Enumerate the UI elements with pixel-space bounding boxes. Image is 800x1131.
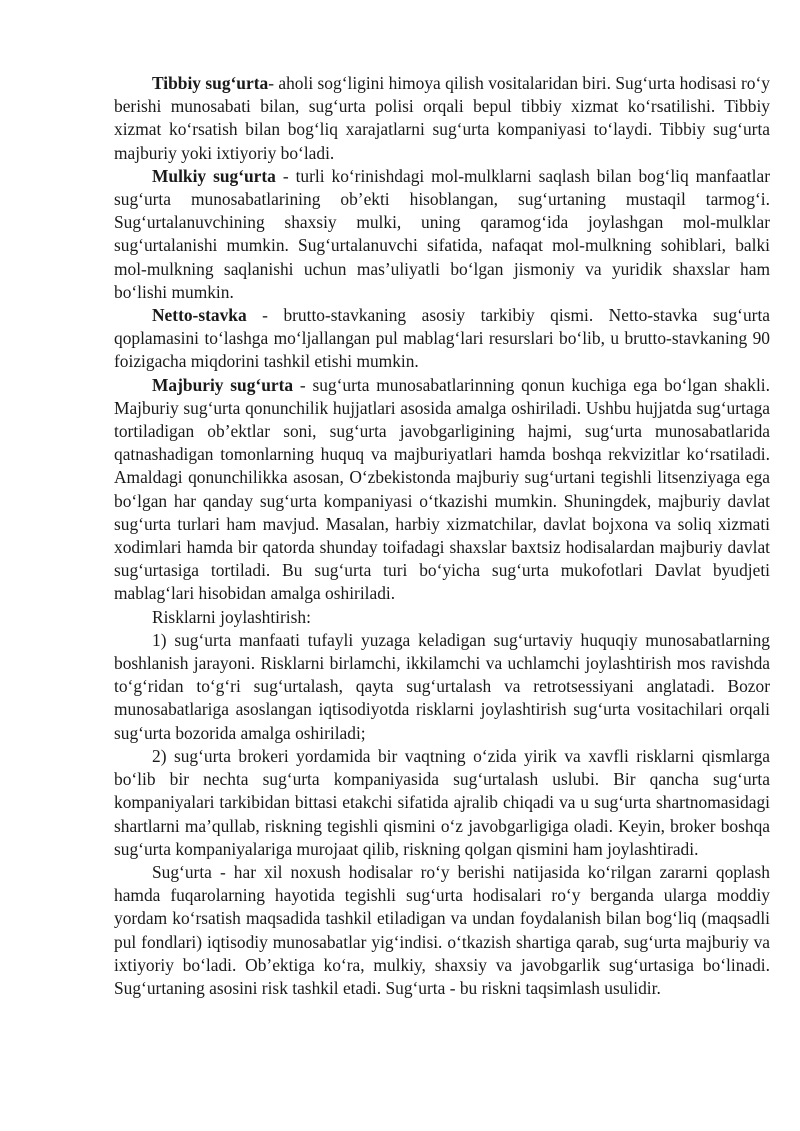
paragraph-text: 2) sug‘urta brokeri yordamida bir vaqtning o‘zida yirik va xavfli risklarni qismlarga bo‘lib bir nechta sug‘urta kompaniyasida sug‘urtalash uslubi. Bir qancha sug‘urta kompaniyalari tarkibidan bittasi etakchi sifatida ajralib chiqadi va u sug‘urta shartnomasidagi shartlarni ma’qullab, riskning tegishli qismini o‘z javobgarligiga oladi. Keyin, broker boshqa sug‘urta kompaniyalariga murojaat qilib, riskning qolgan qismini ham joylashtiradi.: [114, 745, 770, 859]
paragraph-text: - sug‘urta munosabatlarinning qonun kuchiga ega bo‘lgan shakli. Majburiy sug‘urta qonunchilik hujjatlari asosida amalga oshiriladi. Ushbu hujjatda sug‘urtaga tortiladigan ob’ektlar soni, sug‘urta javobgarligining hajmi, sug‘urta munosabatlarida qatnashadigan tomonlarning huquq va majburiyatlari hamda boshqa rekvizitlar ko‘rsatiladi. Amaldagi qonunchilikka asosan, O‘zbekistonda majburiy sug‘urtani tegishli litsenziyaga ega bo‘lgan har qanday sug‘urta kompaniyasi o‘tkazishi mumkin. Shuningdek, majburiy davlat sug‘urta turlari ham mavjud. Masalan, harbiy xizmatchilar, davlat bojxona va soliq xizmati xodimlari hamda bir qatorda shunday toifadagi shaxslar baxtsiz hodisalardan majburiy davlat sug‘urtasiga tortiladi. Bu sug‘urta turi bo‘yicha sug‘urta mukofotlari Davlat byudjeti mablag‘lari hisobidan amalga oshiriladi.: [114, 374, 770, 604]
term-mulkiy-sugurta: Mulkiy sug‘urta: [152, 165, 276, 186]
paragraph-text: - aholi sog‘ligini himoya qilish vositalaridan biri. Sug‘urta hodisasi ro‘y berishi munosabati bilan, sug‘urta polisi orqali bepul tibbiy xizmat ko‘rsatilishi. Tibbiy xizmat ko‘rsatish bilan bog‘liq xarajatlarni sug‘urta kompaniyasi to‘laydi. Tibbiy sug‘urta majburiy yoki ixtiyoriy bo‘ladi.: [114, 73, 770, 163]
paragraph-tibbiy-sugurta: [114, 72, 770, 165]
paragraph-text: Risklarni joylashtirish:: [152, 606, 311, 627]
term-majburiy-sugurta: Majburiy sug‘urta: [152, 374, 294, 395]
term-tibbiy-sugurta: Tibbiy sug‘urta: [152, 73, 269, 93]
paragraph-text: Sug‘urta - har xil noxush hodisalar ro‘y berishi natijasida ko‘rilgan zararni qoplash hamda fuqarolarning hayotida tegishli sug‘urta hodisalari ro‘y berganda ularga moddiy yordam ko‘rsatish maqsadida tashkil etiladigan va undan foydalanish bilan bog‘liq (maqsadli pul fondlari) iqtisodiy munosabatlar yig‘indisi. o‘tkazish shartiga qarab, sug‘urta majburiy va ixtiyoriy bo‘ladi. Ob’ektiga ko‘ra, mulkiy, shaxsiy va javobgarlik sug‘urtasiga bo‘linadi. Sug‘urtaning asosini risk tashkil etadi. Sug‘urta - bu riskni taqsimlash usulidir.: [114, 861, 770, 998]
paragraph-sugurta-definition: [114, 861, 770, 1000]
term-netto-stavka: Netto-stavka: [152, 305, 247, 326]
paragraph-text: - turli ko‘rinishdagi mol-mulklarni saqlash bilan bog‘liq manfaatlar sug‘urta munosabatlarining ob’ekti hisoblangan, sug‘urtaning mustaqil tarmog‘i. Sug‘urtalanuvchining shaxsiy mulki, uning qaramog‘ida joylashgan mol-mulklar sug‘urtalanishi mumkin. Sug‘urtalanuvchi sifatida, nafaqat mol-mulkning sohiblari, balki mol-mulkning saqlanishi uchun mas’uliyatli bo‘lgan jismoniy va yuridik shaxslar ham bo‘lishi mumkin.: [114, 165, 770, 302]
paragraph-mulkiy-sugurta: [114, 165, 770, 304]
paragraph-list-item-2: [114, 745, 770, 861]
paragraph-text: - brutto-stavkaning asosiy tarkibiy qismi. Netto-stavka sug‘urta qoplamasini to‘lashga mo‘ljallangan pul mablag‘lari resurslari bo‘lib, u brutto-stavkaning 90 foizigacha miqdorini tashkil etishi mumkin.: [114, 305, 770, 372]
paragraph-risklarni-joylashtirish: [114, 606, 770, 629]
paragraph-netto-stavka: [114, 304, 770, 374]
paragraph-majburiy-sugurta: [114, 374, 770, 606]
document-page: [114, 72, 770, 1000]
paragraph-list-item-1: [114, 629, 770, 745]
paragraph-text: 1) sug‘urta manfaati tufayli yuzaga keladigan sug‘urtaviy huquqiy munosabatlarning boshlanish jarayoni. Risklarni birlamchi, ikkilamchi va uchlamchi joylashtirish mos ravishda to‘g‘ridan to‘g‘ri sug‘urtalash, qayta sug‘urtalash va retrotsessiyani anglatadi. Bozor munosabatlariga asoslangan iqtisodiyotda risklarni joylashtirish sug‘urta vositachilari orqali sug‘urta bozorida amalga oshiriladi;: [114, 629, 770, 743]
